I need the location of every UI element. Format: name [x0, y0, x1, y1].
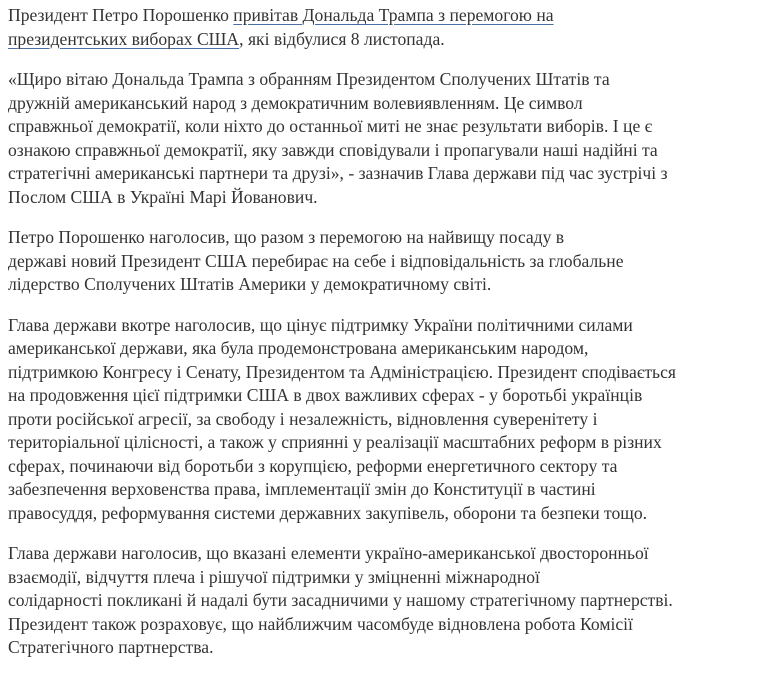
- text-line: Глава держави вкотре наголосив, що цінує підтримку України політичними силами: [8, 314, 633, 335]
- intro-text-tail: , які відбулися 8 листопада.: [239, 28, 445, 49]
- text-line: солідарності покликані й надалі бути засадничими у нашому стратегічному партнерстві.: [8, 590, 673, 610]
- paragraph-support: [8, 314, 763, 526]
- intro-text: Президент Петро Порошенко: [8, 5, 234, 25]
- text-line: проти російської агресії, за свободу і незалежність, відновлення суверенітету і: [8, 408, 598, 429]
- paragraph-quote: [8, 68, 763, 209]
- text-line: американської держави, яка була продемонстрована американським народом,: [8, 338, 589, 358]
- paragraph-leadership: [8, 226, 763, 297]
- text-line: стратегічні американські партнери та друзі», - зазначив Глава держави під час зустрічі з: [8, 163, 668, 183]
- text-line: Президент також розраховує, що найближчим часомбуде відновлена робота Комісії: [8, 613, 633, 634]
- congratulation-link-continued[interactable]: президентських виборах США: [8, 28, 240, 49]
- text-line: лідерство Сполучених Штатів Америки у демократичному світі.: [8, 274, 492, 294]
- text-line: Стратегічного партнерства.: [8, 637, 214, 657]
- paragraph-partnership: [8, 542, 763, 660]
- text-line: забезпечення верховенства права, імплементації змін до Конституції в частині: [8, 479, 596, 499]
- text-line: [8, 4, 763, 28]
- text-line: дружній американський народ з демократичним волевиявленням. Це символ: [8, 92, 583, 113]
- text-line: сферах, починаючи від боротьби з корупцією, реформи енергетичного сектору та: [8, 455, 618, 476]
- paragraph-intro: [8, 4, 763, 51]
- text-line: Петро Порошенко наголосив, що разом з перемогою на найвищу посаду в: [8, 227, 565, 247]
- text-line: Глава держави наголосив, що вказані елементи україно-американської двосторонньої: [8, 543, 649, 563]
- text-line: [8, 28, 763, 52]
- text-line: ознакою справжньої демократії, яку завжди сповідували і пропагували наші надійні та: [8, 139, 658, 160]
- text-line: державі новий Президент США перебирає на себе і відповідальність за глобальне: [8, 250, 624, 271]
- text-line: справжньої демократії, коли ніхто до останньої миті не знає результати виборів. І це є: [8, 116, 653, 136]
- text-line: правосуддя, реформування системи державних закупівель, оборони та безпеки тощо.: [8, 502, 648, 523]
- text-line: взаємодії, відчуття плеча і рішучої підтримки у зміцненні міжнародної: [8, 566, 540, 587]
- text-line: «Щиро вітаю Дональда Трампа з обранням Президентом Сполучених Штатів та: [8, 69, 610, 89]
- congratulation-link[interactable]: привітав Дональда Трампа з перемогою на: [233, 5, 554, 25]
- text-line: Послом США в Україні Марі Йованович.: [8, 186, 318, 207]
- text-line: підтримкою Конгресу і Сенату, Президентом та Адміністрацією. Президент сподівається: [8, 361, 676, 382]
- text-line: на продовження цієї підтримки США в двох важливих сферах - у боротьбі українців: [8, 385, 643, 405]
- text-line: територіальної цілісності, а також у сприянні у реалізації масштабних реформ в різних: [8, 432, 662, 452]
